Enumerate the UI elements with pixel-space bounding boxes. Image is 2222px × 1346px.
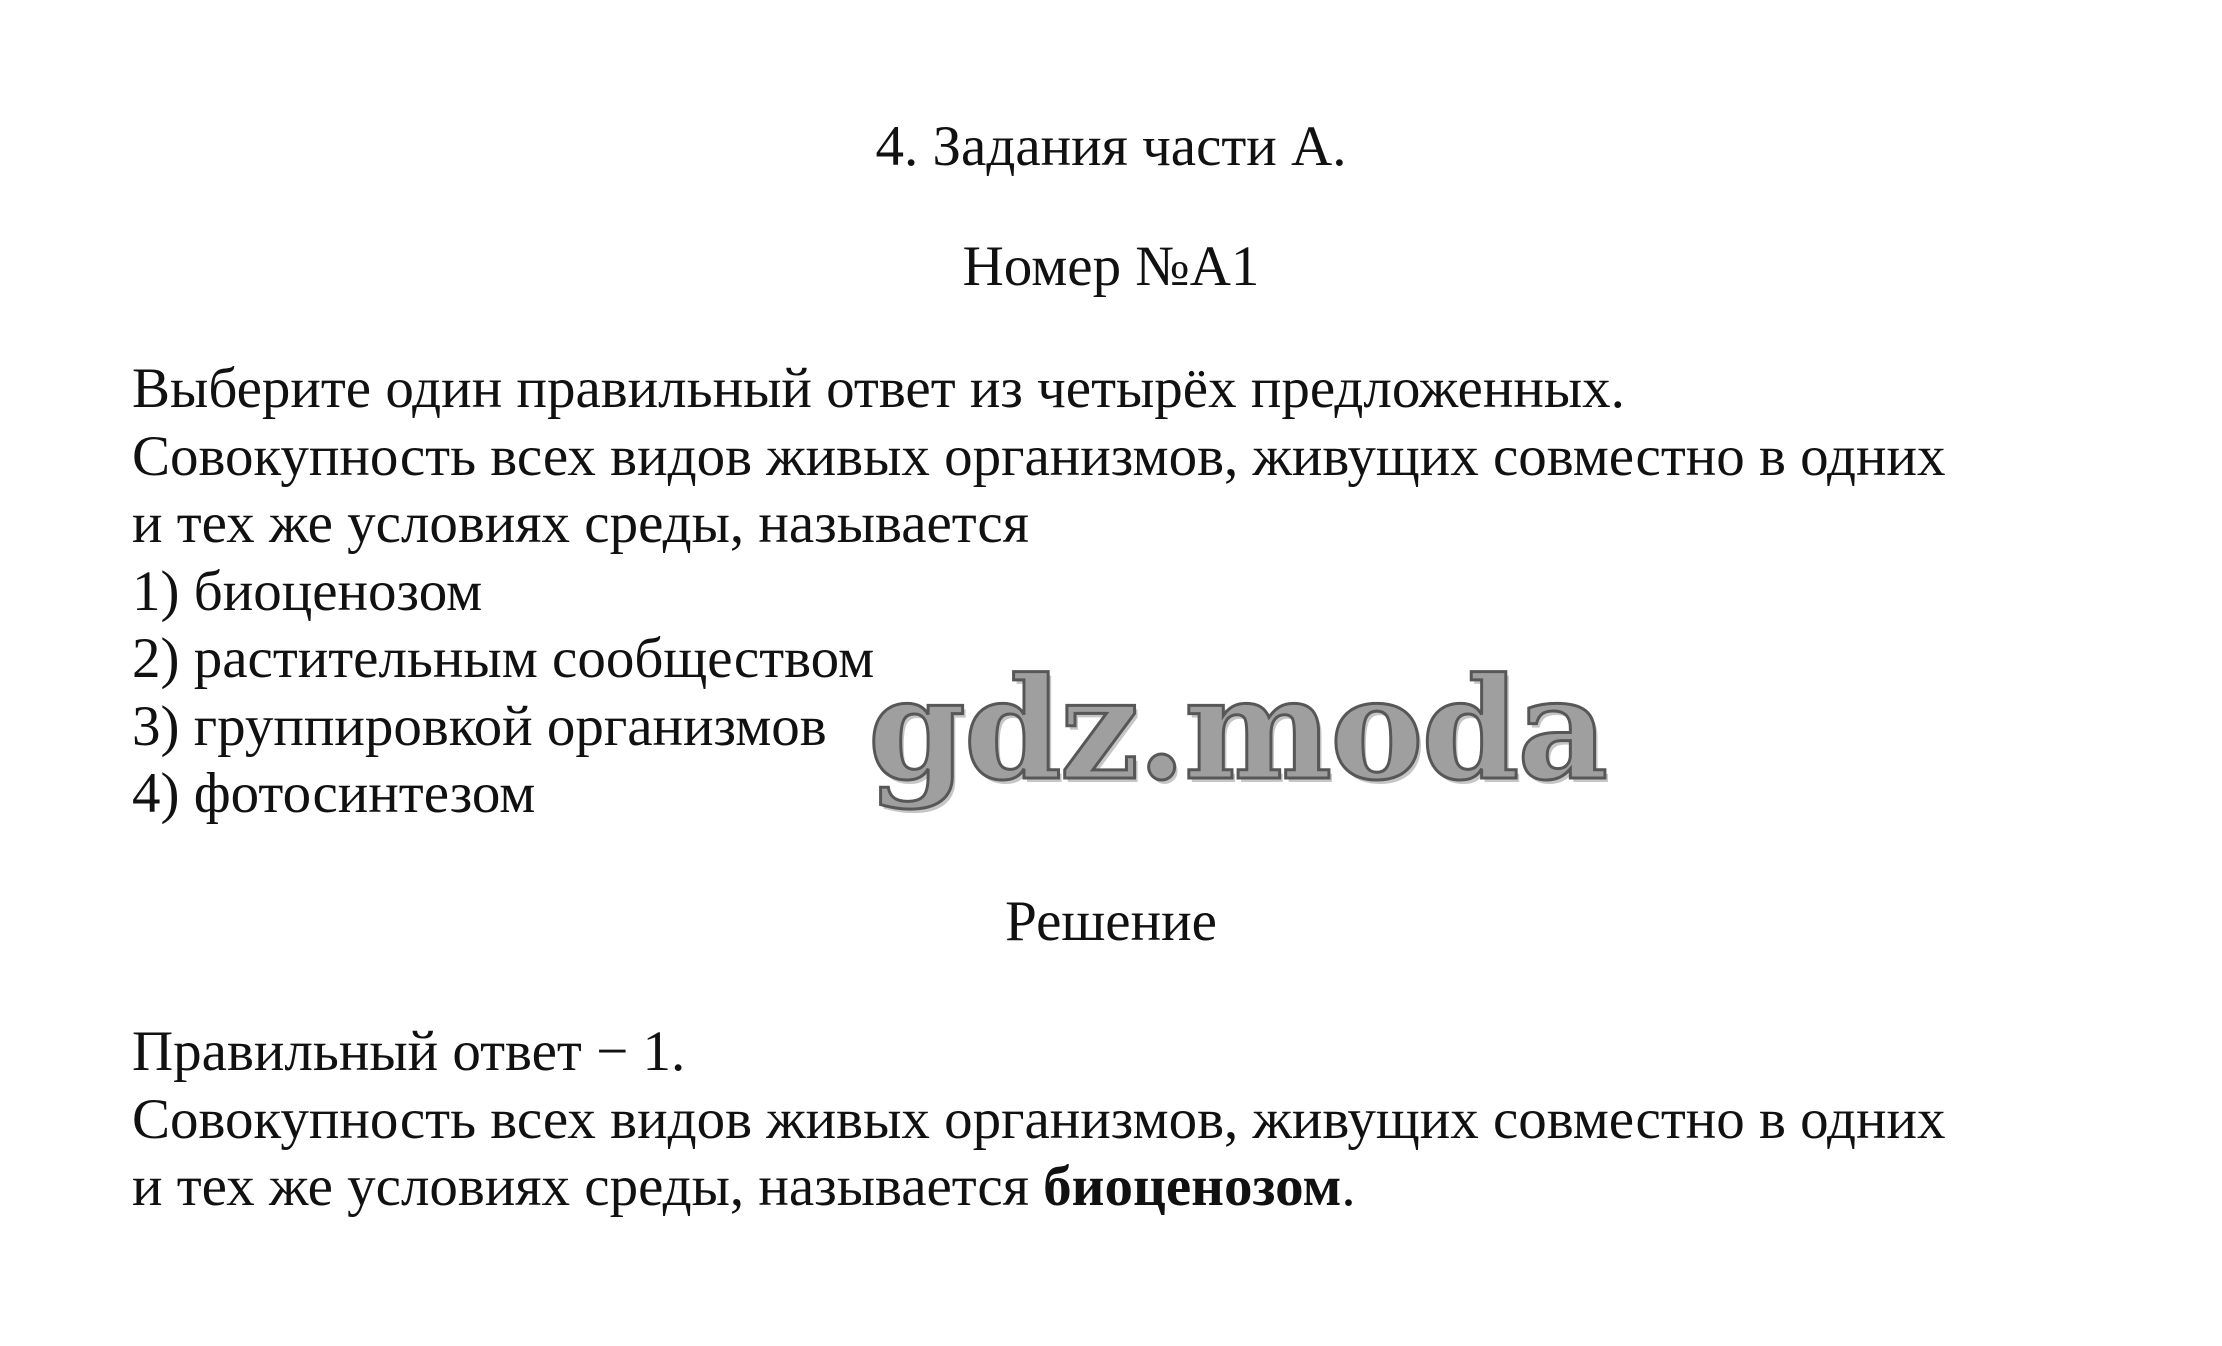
section-title: 4. Задания части А. (875, 115, 1347, 178)
answer-option-4: 4) фотосинтезом (132, 762, 536, 825)
solution-heading: Решение (1005, 890, 1217, 953)
solution-answer: Правильный ответ − 1. (132, 1020, 686, 1083)
task-question-line-2: и тех же условиях среды, называется (132, 492, 1029, 555)
explanation-prefix: и тех же условиях среды, называется (132, 1155, 1044, 1218)
answer-option-3: 3) группировкой организмов (132, 695, 827, 758)
explanation-term: биоценозом (1043, 1155, 1342, 1218)
explanation-suffix: . (1341, 1155, 1356, 1218)
answer-option-2: 2) растительным сообществом (132, 627, 875, 690)
watermark-logo: gdz.moda (868, 648, 1607, 812)
task-question-line-1: Совокупность всех видов живых организмов, живущих совместно в одних (132, 425, 1946, 488)
task-instruction: Выберите один правильный ответ из четырёх предложенных. (132, 357, 1625, 420)
solution-explanation-line-1: Совокупность всех видов живых организмов, живущих совместно в одних (132, 1088, 1946, 1151)
answer-option-1: 1) биоценозом (132, 560, 483, 623)
solution-explanation-line-2 (132, 1155, 1356, 1218)
problem-number: Номер №А1 (962, 235, 1260, 298)
